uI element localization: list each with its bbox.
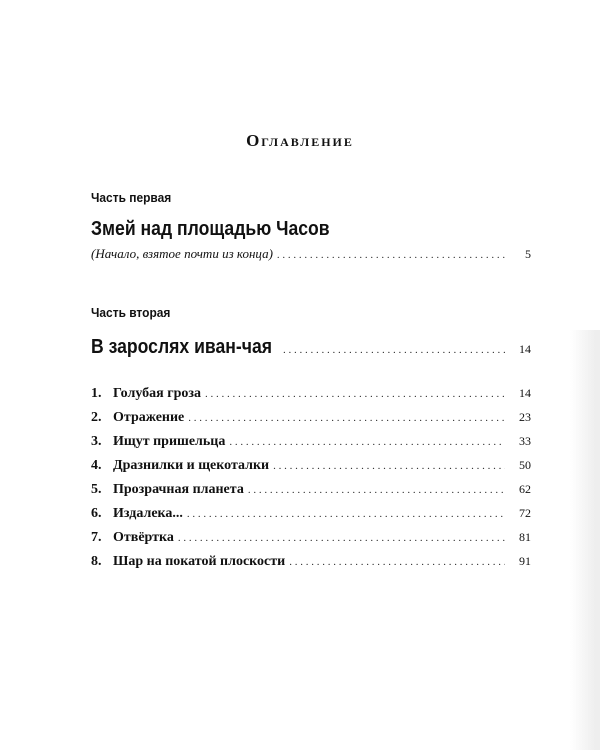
- toc-chapter-row[interactable]: [91, 410, 531, 426]
- page-number: 14: [519, 342, 531, 356]
- leader-dots: [277, 249, 505, 261]
- leader-dots: [289, 556, 505, 568]
- leader-dots: [273, 460, 505, 472]
- leader-dots: [248, 484, 505, 496]
- toc-chapter-row[interactable]: [91, 554, 531, 570]
- chapter-title: [91, 554, 285, 570]
- chapter-title: [91, 530, 174, 546]
- page-number: 33: [519, 434, 531, 448]
- leader-dots: [229, 436, 505, 448]
- chapter-title: [91, 458, 269, 474]
- part-two-label: Часть вторая: [91, 305, 171, 320]
- page-number: 5: [525, 247, 531, 261]
- part-two-title: В зарослях иван-чая: [91, 336, 273, 358]
- toc-chapter-row[interactable]: [91, 386, 531, 402]
- part-one-title: Змей над площадью Часов: [91, 218, 330, 240]
- chapter-title-text: Издалека...: [113, 506, 183, 521]
- chapter-number: 5.: [91, 482, 102, 497]
- chapter-title: [91, 386, 201, 402]
- page-number: 81: [519, 530, 531, 544]
- part-one-subtitle: (Начало, взятое почти из конца): [91, 246, 273, 261]
- toc-chapter-row[interactable]: [91, 530, 531, 546]
- chapter-number: 3.: [91, 434, 102, 449]
- page-number: 62: [519, 482, 531, 496]
- chapter-title: [91, 506, 183, 522]
- leader-dots: [188, 412, 505, 424]
- leader-dots: [178, 532, 505, 544]
- page-edge-shadow: [570, 330, 600, 750]
- chapter-title-text: Отражение: [113, 410, 185, 425]
- leader-dots: [187, 508, 505, 520]
- chapter-number: 2.: [91, 410, 102, 425]
- chapter-title-text: Ищут пришельца: [113, 434, 226, 449]
- toc-chapter-row[interactable]: [91, 506, 531, 522]
- toc-chapter-row[interactable]: [91, 458, 531, 474]
- toc-entry-part-one[interactable]: [91, 246, 531, 262]
- chapter-number: 8.: [91, 554, 102, 569]
- page-number: 50: [519, 458, 531, 472]
- chapter-title: [91, 410, 184, 426]
- chapter-number: 1.: [91, 386, 102, 401]
- page-number: 14: [519, 386, 531, 400]
- toc-chapter-row[interactable]: [91, 482, 531, 498]
- chapter-number: 4.: [91, 458, 102, 473]
- leader-dots: [205, 388, 505, 400]
- toc-chapter-row[interactable]: [91, 434, 531, 450]
- chapter-title: [91, 434, 225, 450]
- page-number: 72: [519, 506, 531, 520]
- chapter-title-text: Дразнилки и щекоталки: [113, 458, 270, 473]
- toc-entry-part-two[interactable]: [91, 336, 531, 359]
- chapter-number: 6.: [91, 506, 102, 521]
- chapter-title-text: Отвёртка: [113, 530, 174, 545]
- chapter-title-text: Шар на покатой плоскости: [113, 554, 286, 569]
- part-one-label: Часть первая: [91, 190, 172, 205]
- toc-title: Оглавление: [246, 131, 354, 150]
- leader-dots: [283, 344, 505, 356]
- page-number: 91: [519, 554, 531, 568]
- chapter-title: [91, 482, 244, 498]
- page-number: 23: [519, 410, 531, 424]
- chapter-title-text: Голубая гроза: [113, 386, 202, 401]
- chapter-title-text: Прозрачная планета: [113, 482, 244, 497]
- chapter-number: 7.: [91, 530, 102, 545]
